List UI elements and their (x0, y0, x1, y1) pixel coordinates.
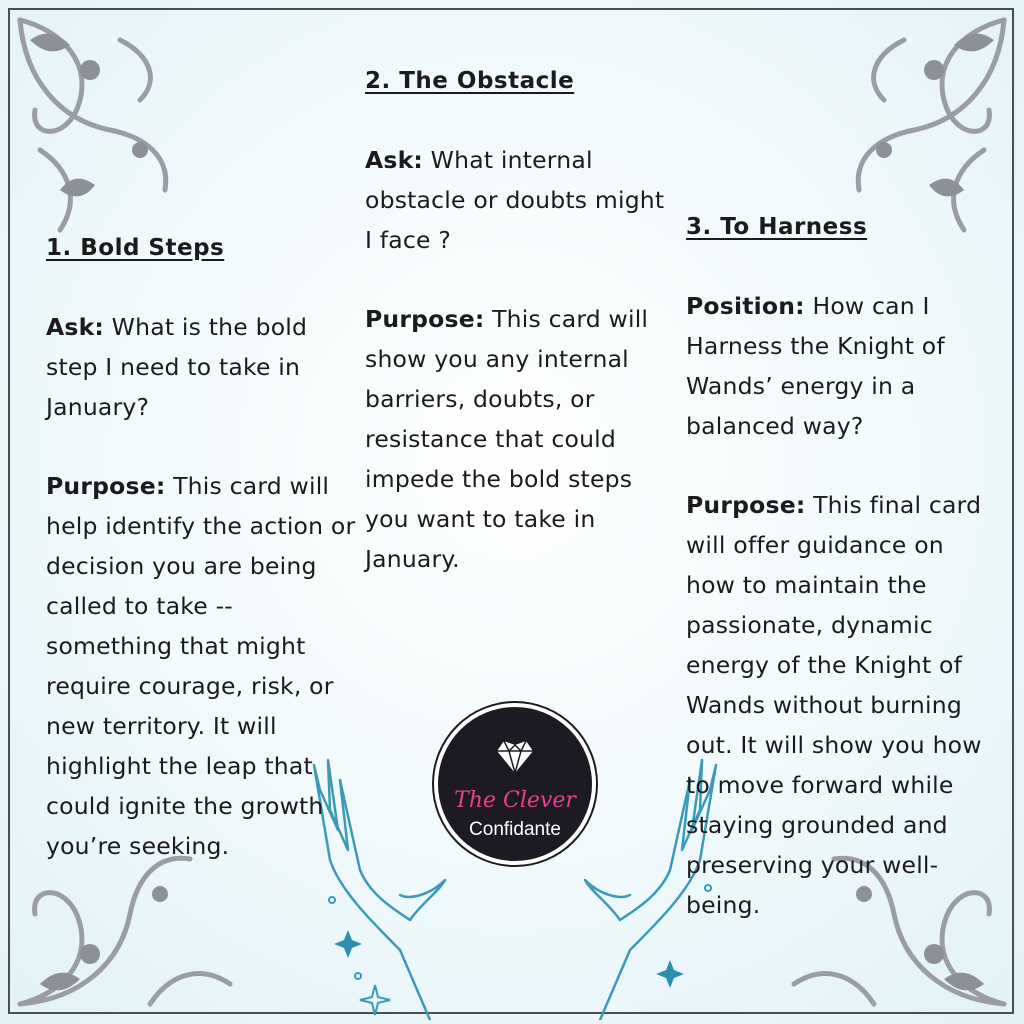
ask-text: What internal obstacle or doubts might I face ? (365, 146, 665, 254)
ask-the-obstacle (365, 140, 670, 260)
purpose-label: Purpose: (46, 472, 166, 500)
position-text: How can I Harness the Knight of Wands’ energy in a balanced way? (686, 292, 945, 440)
sparkle-icon (656, 960, 684, 988)
ask-text: What is the bold step I need to take in January? (46, 313, 308, 421)
purpose-text: This final card will offer guidance on how to maintain the passionate, dynamic energy of the Knight of Wands without burning out. It will show you how to move forward while staying grounded and preserving your well-being. (686, 491, 982, 919)
column-to-harness (686, 207, 998, 925)
purpose-label: Purpose: (686, 491, 806, 519)
top-left-ornament (0, 0, 200, 260)
purpose-text: This card will help identify the action or decision you are being called to take -- something that might require courage, risk, or new territory. It will highlight the leap that could ignite the growth you’re seeking. (46, 472, 356, 860)
logo-line-1: The Clever (454, 788, 576, 813)
heart-gem-icon (494, 737, 536, 775)
position-to-harness (686, 286, 998, 446)
purpose-to-harness (686, 485, 998, 925)
position-label: Position: (686, 292, 805, 320)
heading-the-obstacle: 2. The Obstacle (365, 68, 575, 94)
ask-label: Ask: (46, 313, 105, 341)
logo-line-2: Confidante (469, 819, 561, 840)
ask-bold-steps (46, 307, 364, 427)
purpose-label: Purpose: (365, 305, 485, 333)
brand-logo (434, 703, 596, 865)
purpose-the-obstacle (365, 299, 670, 579)
purpose-text: This card will show you any internal barriers, doubts, or resistance that could impede the bold steps you want to take in January. (365, 305, 649, 573)
heading-bold-steps: 1. Bold Steps (46, 235, 225, 261)
sparkle-outline-icon (360, 985, 390, 1015)
heading-to-harness: 3. To Harness (686, 214, 868, 240)
purpose-bold-steps (46, 466, 364, 866)
column-bold-steps (46, 228, 364, 866)
column-the-obstacle (365, 61, 670, 579)
ask-label: Ask: (365, 146, 424, 174)
sparkle-icon (334, 930, 362, 958)
